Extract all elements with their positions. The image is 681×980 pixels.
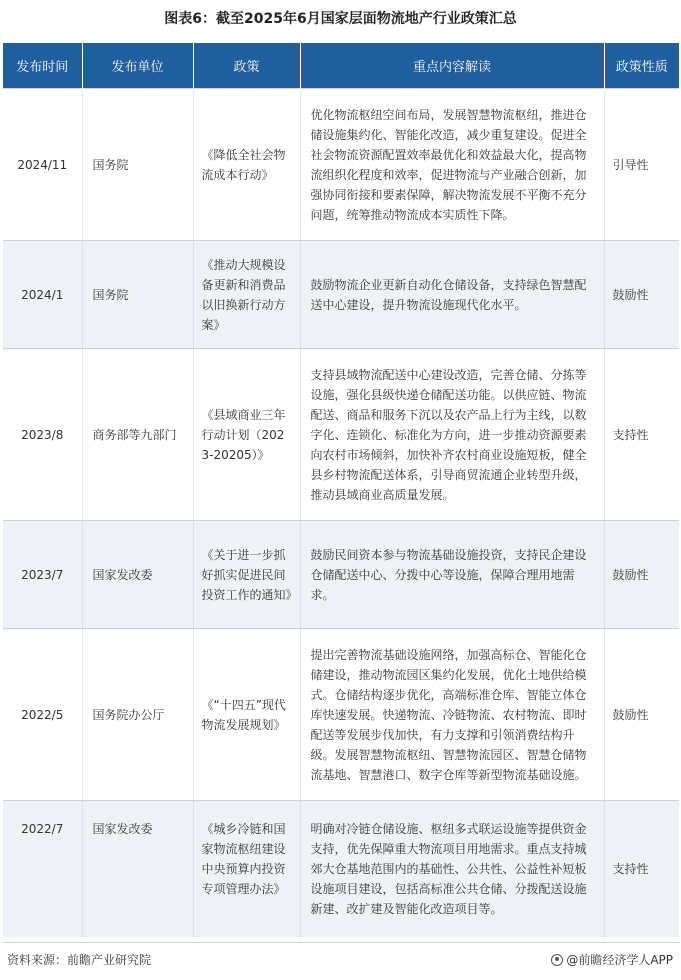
cell-policy: 《城乡冷链和国家物流枢纽建设中央预算内投资专项管理办法》 [193, 801, 300, 937]
cell-policy: 《关于进一步抓好抓实促进民间投资工作的通知》 [193, 521, 300, 629]
table-bottom-divider [3, 942, 679, 943]
table-row [3, 521, 679, 629]
cell-policy: 《县域商业三年行动计划（2023-20205）》 [193, 349, 300, 521]
cell-unit: 国家发改委 [82, 521, 193, 629]
cell-unit: 国务院 [82, 241, 193, 349]
brand-logo-icon [551, 954, 563, 966]
cell-unit: 商务部等九部门 [82, 349, 193, 521]
cell-time: 2024/11 [3, 89, 82, 241]
table-row [3, 89, 679, 241]
source-note: 资料来源：前瞻产业研究院 [7, 953, 152, 967]
header-nature: 政策性质 [604, 43, 679, 89]
cell-time: 2023/8 [3, 349, 82, 521]
cell-time: 2024/1 [3, 241, 82, 349]
table-row [3, 349, 679, 521]
header-content: 重点内容解读 [300, 43, 604, 89]
cell-unit: 国务院办公厅 [82, 629, 193, 801]
cell-nature: 支持性 [604, 349, 679, 521]
cell-content: 鼓励民间资本参与物流基础设施投资，支持民企建设仓储配送中心、分拨中心等设施，保障合理用地需求。 [300, 521, 604, 629]
cell-content: 明确对冷链仓储设施、枢纽多式联运设施等提供资金支持，优先保障重大物流项目用地需求。重点支持城郊大仓基地范围内的基础性、公共性、公益性补短板设施项目建设，包括高标准公共仓储、分拨配送设施新建、改扩建及智能化改造项目等。 [300, 801, 604, 937]
table-row [3, 241, 679, 349]
cell-content: 支持县域物流配送中心建设改造，完善仓储、分拣等设施，强化县级快递仓储配送功能。以供应链、物流配送、商品和服务下沉以及农产品上行为主线，以数字化、连锁化、标准化为方向，进一步推动资源要素向农村市场倾斜，加快补齐农村商业设施短板，健全县乡村物流配送体系，引导商贸流通企业转型升级，推动县域商业高质量发展。 [300, 349, 604, 521]
policy-table [3, 43, 679, 937]
cell-nature: 鼓励性 [604, 521, 679, 629]
cell-nature: 鼓励性 [604, 629, 679, 801]
cell-policy: 《降低全社会物流成本行动》 [193, 89, 300, 241]
header-time: 发布时间 [3, 43, 82, 89]
cell-time: 2022/5 [3, 629, 82, 801]
cell-nature: 支持性 [604, 801, 679, 937]
cell-policy: 《推动大规模设备更新和消费品以旧换新行动方案》 [193, 241, 300, 349]
header-unit: 发布单位 [82, 43, 193, 89]
table-row [3, 801, 679, 937]
brand-credit [551, 951, 673, 968]
cell-policy: 《“十四五”现代物流发展规划》 [193, 629, 300, 801]
table-header-row [3, 43, 679, 89]
cell-time: 2023/7 [3, 521, 82, 629]
cell-content: 优化物流枢纽空间布局，发展智慧物流枢纽，推进仓储设施集约化、智能化改造，减少重复建设。促进全社会物流资源配置效率最优化和效益最大化，提高物流组织化程度和效率，促进物流与产业融合创新，加强协同衔接和要素保障，解决物流发展不平衡不充分问题，统筹推动物流成本实质性下降。 [300, 89, 604, 241]
page-title: 图表6：截至2025年6月国家层面物流地产行业政策汇总 [164, 11, 517, 27]
cell-unit: 国务院 [82, 89, 193, 241]
cell-content: 提出完善物流基础设施网络，加强高标仓、智能化仓储建设，推动物流园区集约化发展，优化土地供给模式。仓储结构逐步优化，高端标准仓库、智能立体仓库快速发展。快递物流、冷链物流、农村物流、即时配送等发展步伐加快，有力支撑和引领消费结构升级。发展智慧物流枢纽、智慧物流园区、智慧仓储物流基地、智慧港口、数字仓库等新型物流基础设施。 [300, 629, 604, 801]
cell-nature: 鼓励性 [604, 241, 679, 349]
cell-nature: 引导性 [604, 89, 679, 241]
table-row [3, 629, 679, 801]
cell-unit: 国家发改委 [82, 801, 193, 937]
brand-text: @前瞻经济学人APP [566, 953, 673, 967]
cell-time: 2022/7 [3, 801, 82, 937]
header-policy: 政策 [193, 43, 300, 89]
cell-content: 鼓励物流企业更新自动化仓储设备，支持绿色智慧配送中心建设，提升物流设施现代化水平。 [300, 241, 604, 349]
